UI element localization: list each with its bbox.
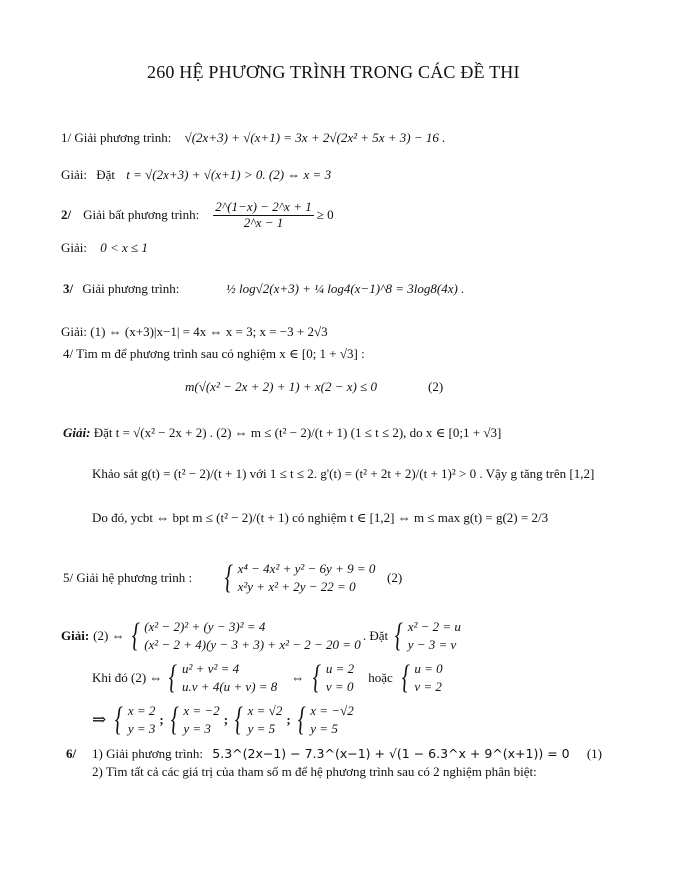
uv-system bbox=[166, 660, 277, 695]
solution-5-label: Giải: bbox=[61, 627, 90, 643]
equivalence-symbol: ⇔ bbox=[291, 669, 305, 685]
problem-2-label: 2/ bbox=[61, 207, 72, 223]
problem-3-text: Giải phương trình: bbox=[82, 281, 180, 296]
separator: ; bbox=[223, 711, 229, 727]
case-b-row-2: v = 2 bbox=[414, 678, 442, 694]
result-4-y: y = 5 bbox=[310, 720, 338, 736]
solution-4-line-2: Khảo sát g(t) = (t² − 2)/(t + 1) với 1 ≤ t ≤ 2. g'(t) = (t² + 2t + 2)/(t + 1)² > 0 . Vậy g tăng trên [1,2] bbox=[92, 466, 595, 481]
part-1-equation: 5.3^(2x−1) − 7.3^(x−1) + √(1 − 6.3^x + 9^(x+1)) = 0 bbox=[212, 746, 570, 761]
problem-2-text: Giải bất phương trình: bbox=[83, 207, 200, 223]
system-row-2: (x² − 2 + 4)(y − 3 + 3) + x² − 2 − 20 = 0 bbox=[144, 636, 361, 652]
part-1-eq-number: (1) bbox=[586, 746, 603, 761]
system-row-1: x⁴ − 4x² + y² − 6y + 9 = 0 bbox=[237, 561, 376, 576]
substitution-row-2: y − 3 = v bbox=[407, 636, 457, 652]
implies-symbol: ⇒ bbox=[92, 709, 107, 729]
case-a bbox=[310, 660, 354, 695]
solution-2-label: Giải: bbox=[61, 240, 87, 255]
solution-4-line-3: Do đó, ycbt ⇔ bpt m ≤ (t² − 2)/(t + 1) có nghiệm t ∈ [1,2] ⇔ m ≤ max g(t) = g(2) = 2/3 bbox=[92, 510, 549, 525]
brace-glyph: { bbox=[131, 616, 140, 654]
problem-2-denominator: 2^x − 1 bbox=[243, 214, 284, 230]
substitution-system bbox=[392, 618, 461, 653]
brace-glyph: { bbox=[114, 700, 124, 738]
brace-glyph: { bbox=[224, 558, 233, 596]
solution-5-step-2 bbox=[92, 660, 443, 695]
case-a-row-2: v = 0 bbox=[325, 678, 354, 694]
case-b bbox=[399, 660, 443, 695]
part-1-text: 1) Giải phương trình: bbox=[92, 746, 204, 761]
brace-glyph: { bbox=[169, 658, 178, 696]
problem-4-eq-number: (2) bbox=[428, 379, 444, 394]
solution-1-label: Giải: bbox=[61, 167, 87, 182]
result-4-x: x = −√2 bbox=[310, 703, 354, 718]
solution-2-answer: 0 < x ≤ 1 bbox=[100, 240, 148, 255]
result-1 bbox=[112, 702, 155, 737]
page-title: 260 HỆ PHƯƠNG TRÌNH TRONG CÁC ĐỀ THI bbox=[147, 62, 520, 82]
problem-2-fraction bbox=[213, 200, 313, 231]
result-3-x: x = √2 bbox=[247, 703, 283, 718]
problem-4-inequality: m(√(x² − 2x + 2) + 1) + x(2 − x) ≤ 0 bbox=[185, 379, 377, 394]
solution-5-results bbox=[92, 702, 354, 737]
result-2-x: x = −2 bbox=[183, 703, 220, 718]
separator: ; bbox=[286, 711, 291, 727]
problem-1-equation: √(2x+3) + √(x+1) = 3x + 2√(2x² + 5x + 3) − 16 . bbox=[184, 130, 446, 145]
problem-5-system bbox=[222, 560, 375, 595]
brace-glyph: { bbox=[394, 616, 403, 654]
substitution-row-1: x² − 2 = u bbox=[407, 619, 461, 634]
problem-3-equation: ½ log√2(x+3) + ¼ log4(x−1)^8 = 3log8(4x) . bbox=[226, 281, 465, 296]
solution-4-label: Giải: bbox=[63, 425, 91, 440]
result-1-y: y = 3 bbox=[127, 720, 156, 736]
solution-1-equation: t = √(2x+3) + √(x+1) > 0. (2) ⇔ x = 3 bbox=[126, 167, 332, 182]
solution-1 bbox=[61, 167, 331, 183]
problem-1-label: 1/ Giải phương trình: bbox=[61, 130, 172, 145]
solution-4-text: Đặt t = √(x² − 2x + 2) . (2) ⇔ m ≤ (t² − 2)/(t + 1) (1 ≤ t ≤ 2), do x ∈ [0;1 + √3] bbox=[93, 425, 502, 440]
problem-1 bbox=[61, 130, 445, 146]
result-3 bbox=[232, 702, 282, 737]
solution-3: Giải: (1) ⇔ (x+3)|x−1| = 4x ⇔ x = 3; x = −3 + 2√3 bbox=[61, 324, 328, 339]
result-2 bbox=[168, 702, 220, 737]
problem-5-eq-number: (2) bbox=[387, 570, 403, 585]
solution-5-system bbox=[129, 618, 361, 653]
or-word: hoặc bbox=[368, 669, 393, 685]
result-2-y: y = 3 bbox=[183, 720, 211, 736]
problem-5-label: 5/ Giải hệ phương trình : bbox=[63, 570, 193, 585]
separator: ; bbox=[159, 711, 164, 727]
result-3-y: y = 5 bbox=[247, 720, 276, 736]
step-2-text: Khi đó (2) ⇔ bbox=[92, 669, 163, 685]
problem-2-numerator: 2^(1−x) − 2^x + 1 bbox=[215, 199, 312, 214]
case-b-row-1: u = 0 bbox=[414, 661, 443, 676]
problem-2-rhs: ≥ 0 bbox=[316, 207, 334, 223]
result-1-x: x = 2 bbox=[127, 703, 156, 718]
system-row-2: x²y + x² + 2y − 22 = 0 bbox=[237, 578, 356, 594]
problem-4-statement: 4/ Tìm m để phương trình sau có nghiệm x ∈ [0; 1 + √3] : bbox=[63, 346, 365, 361]
solution-5-step-1 bbox=[61, 618, 461, 653]
solution-4 bbox=[63, 425, 501, 441]
brace-glyph: { bbox=[401, 658, 410, 696]
uv-row-1: u² + v² = 4 bbox=[182, 661, 240, 676]
case-a-row-1: u = 2 bbox=[325, 661, 355, 676]
problem-6-label: 6/ bbox=[66, 746, 77, 761]
problem-6-part-1 bbox=[92, 746, 602, 762]
solution-1-text: Đặt bbox=[96, 167, 116, 182]
solution-5-prefix: (2) ⇔ bbox=[93, 627, 125, 643]
brace-glyph: { bbox=[170, 700, 179, 738]
problem-6-part-2: 2) Tìm tất cả các giá trị của tham số m để hệ phương trình sau có 2 nghiệm phân biệt: bbox=[92, 764, 537, 779]
brace-glyph: { bbox=[234, 700, 243, 738]
brace-glyph: { bbox=[313, 658, 322, 696]
system-row-1: (x² − 2)² + (y − 3)² = 4 bbox=[144, 619, 266, 634]
uv-row-2: u.v + 4(u + v) = 8 bbox=[182, 678, 278, 694]
substitution-label: . Đặt bbox=[362, 627, 389, 643]
problem-3 bbox=[63, 281, 179, 297]
brace-glyph: { bbox=[297, 700, 306, 738]
problem-2 bbox=[61, 200, 334, 231]
result-4 bbox=[295, 702, 354, 737]
problem-3-label: 3/ bbox=[63, 281, 74, 296]
solution-2 bbox=[61, 240, 148, 256]
